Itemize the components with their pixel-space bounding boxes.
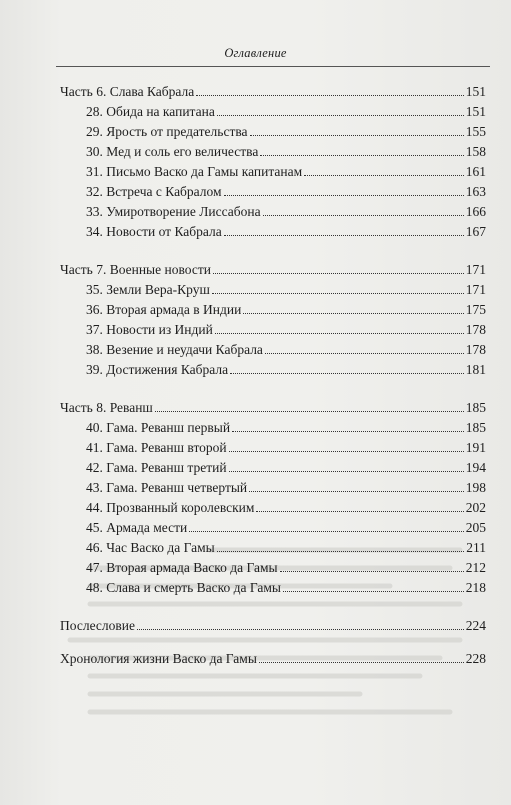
toc-chapter-entry: [86, 438, 486, 458]
toc-page-number: 198: [465, 480, 486, 495]
toc-page-number: 178: [465, 342, 486, 357]
toc-entry-title: 43. Гама. Реванш четвертый: [86, 480, 248, 495]
toc-section-entry: [60, 82, 486, 102]
toc-page-number: 166: [465, 204, 486, 219]
toc-entry-title: 41. Гама. Реванш второй: [86, 440, 227, 455]
toc-entry-title: 37. Новости из Индий: [86, 322, 213, 337]
toc-leader-dots: [196, 95, 463, 96]
toc-entry-title: 28. Обида на капитана: [86, 104, 215, 119]
toc-section-entry: [60, 616, 486, 636]
toc-entry-title: 30. Мед и соль его величества: [86, 144, 259, 159]
toc-section-entry: [60, 260, 486, 280]
toc-leader-dots: [249, 491, 464, 492]
toc-entry-title: 39. Достижения Кабрала: [86, 362, 229, 377]
toc-chapter-entry: [86, 498, 486, 518]
toc-leader-dots: [155, 411, 464, 412]
toc-leader-dots: [137, 629, 464, 630]
toc-page-number: 202: [465, 500, 486, 515]
toc-page-number: 151: [465, 84, 486, 99]
toc-page-number: 212: [465, 560, 486, 575]
toc-chapter-entry: [86, 300, 486, 320]
toc-page-number: 151: [465, 104, 486, 119]
toc-entry-title: 29. Ярость от предательства: [86, 124, 248, 139]
page-title: Оглавление: [224, 46, 287, 60]
toc-leader-dots: [212, 293, 464, 294]
toc-chapter-entry: [86, 418, 486, 438]
toc-entry-title: Послесловие: [60, 618, 135, 633]
toc-entry-title: 33. Умиротворение Лиссабона: [86, 204, 261, 219]
toc-page-number: 194: [465, 460, 486, 475]
toc-page-number: 228: [465, 651, 486, 666]
toc-chapter-entry: [86, 142, 486, 162]
toc-chapter-entry: [86, 122, 486, 142]
toc-page-number: 218: [465, 580, 486, 595]
toc-leader-dots: [260, 155, 463, 156]
toc-page-number: 178: [465, 322, 486, 337]
toc-page-number: 175: [465, 302, 486, 317]
toc-entry-title: Часть 6. Слава Кабрала: [60, 84, 195, 99]
toc-page-number: 181: [465, 362, 486, 377]
toc-chapter-entry: [86, 518, 486, 538]
toc-entry-title: 48. Слава и смерть Васко да Гамы: [86, 580, 281, 595]
toc-entry-title: 40. Гама. Реванш первый: [86, 420, 231, 435]
toc-entry-title: Часть 7. Военные новости: [60, 262, 211, 277]
toc-entry-title: 35. Земли Вера-Круш: [86, 282, 210, 297]
toc-page-number: 185: [465, 400, 486, 415]
toc-chapter-entry: [86, 182, 486, 202]
toc-leader-dots: [229, 471, 464, 472]
toc-leader-dots: [229, 451, 464, 452]
toc-chapter-entry: [86, 202, 486, 222]
toc-chapter-entry: [86, 222, 486, 242]
toc-entry-title: 31. Письмо Васко да Гамы капитанам: [86, 164, 303, 179]
toc-entry-title: 34. Новости от Кабрала: [86, 224, 222, 239]
toc-leader-dots: [224, 195, 464, 196]
toc-leader-dots: [243, 313, 463, 314]
toc-page-number: 171: [465, 262, 486, 277]
toc-chapter-entry: [86, 478, 486, 498]
toc-page-number: 205: [465, 520, 486, 535]
toc-leader-dots: [213, 273, 464, 274]
toc-page-number: 224: [465, 618, 486, 633]
toc-leader-dots: [263, 215, 464, 216]
toc-chapter-entry: [86, 360, 486, 380]
toc-leader-dots: [217, 551, 465, 552]
toc-section-entry: [60, 649, 486, 669]
toc-chapter-entry: [86, 458, 486, 478]
toc-leader-dots: [283, 591, 464, 592]
toc-page-number: 167: [465, 224, 486, 239]
toc-entry-title: 36. Вторая армада в Индии: [86, 302, 242, 317]
toc-entry-title: 32. Встреча с Кабралом: [86, 184, 222, 199]
toc-leader-dots: [256, 511, 463, 512]
toc-chapter-entry: [86, 102, 486, 122]
toc-leader-dots: [280, 571, 464, 572]
toc-leader-dots: [230, 373, 464, 374]
toc-leader-dots: [224, 235, 464, 236]
toc-leader-dots: [215, 333, 464, 334]
toc-entry-title: 45. Армада мести: [86, 520, 188, 535]
toc-entry-title: Хронология жизни Васко да Гамы: [60, 651, 257, 666]
toc-page-number: 171: [465, 282, 486, 297]
toc-chapter-entry: [86, 340, 486, 360]
toc-chapter-entry: [86, 320, 486, 340]
toc-page-number: 191: [465, 440, 486, 455]
title-rule: [56, 66, 490, 67]
toc-leader-dots: [250, 135, 464, 136]
toc-leader-dots: [217, 115, 464, 116]
toc-section-entry: [60, 398, 486, 418]
toc-leader-dots: [189, 531, 464, 532]
toc-chapter-entry: [86, 558, 486, 578]
toc-page-number: 155: [465, 124, 486, 139]
toc-chapter-entry: [86, 578, 486, 598]
toc-entry-title: 46. Час Васко да Гамы: [86, 540, 215, 555]
toc-chapter-entry: [86, 280, 486, 300]
toc-chapter-entry: [86, 162, 486, 182]
toc-leader-dots: [259, 662, 464, 663]
toc-page-number: 161: [465, 164, 486, 179]
toc-entry-title: Часть 8. Реванш: [60, 400, 153, 415]
toc-entry-title: 42. Гама. Реванш третий: [86, 460, 227, 475]
toc-page-number: 158: [465, 144, 486, 159]
toc-entry-title: 44. Прозванный королевским: [86, 500, 255, 515]
toc-page-number: 211: [466, 540, 486, 555]
toc-chapter-entry: [86, 538, 486, 558]
toc-page-number: 185: [465, 420, 486, 435]
toc-leader-dots: [265, 353, 464, 354]
toc-leader-dots: [232, 431, 464, 432]
toc-page-number: 163: [465, 184, 486, 199]
toc-entry-title: 47. Вторая армада Васко да Гамы: [86, 560, 278, 575]
toc-leader-dots: [304, 175, 464, 176]
toc-entry-title: 38. Везение и неудачи Кабрала: [86, 342, 263, 357]
